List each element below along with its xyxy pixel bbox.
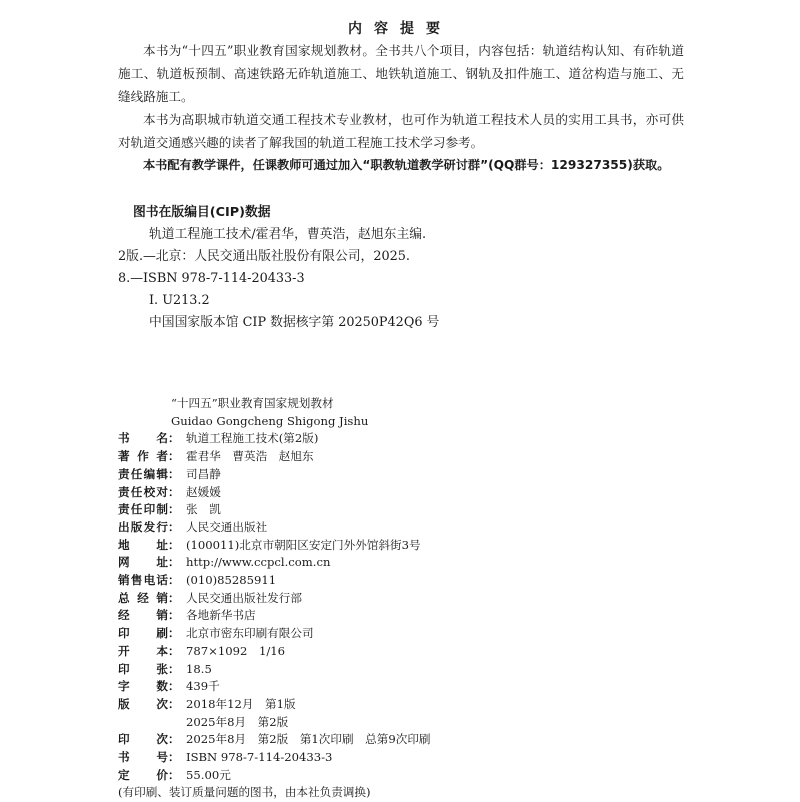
summary-section bbox=[118, 39, 684, 177]
info-value: 北京市密东印刷有限公司 bbox=[186, 626, 314, 641]
info-label: 印刷 bbox=[118, 626, 168, 641]
info-value: 霍君华 曹英浩 赵旭东 bbox=[186, 449, 314, 464]
cip-line: 2版.—北京：人民交通出版社股份有限公司，2025. bbox=[118, 249, 410, 264]
info-label: 印次 bbox=[118, 732, 168, 747]
info-row bbox=[118, 749, 431, 767]
info-value: (100011)北京市朝阳区安定门外外馆斜街3号 bbox=[186, 537, 421, 552]
info-value: 司昌静 bbox=[186, 466, 221, 481]
colon: ： bbox=[168, 537, 180, 552]
cip-title: 图书在版编目(CIP)数据 bbox=[133, 205, 271, 220]
info-row bbox=[118, 678, 431, 696]
info-value: ISBN 978-7-114-20433-3 bbox=[186, 750, 333, 765]
info-label: 定价 bbox=[118, 767, 168, 782]
info-value: 55.00元 bbox=[186, 767, 231, 782]
info-label: 网址 bbox=[118, 555, 168, 570]
info-label: 责任印制 bbox=[118, 502, 168, 517]
courseware-note: 本书配有教学课件，任课教师可通过加入“职教轨道教学研讨群”(QQ群号：129327355)获取。 bbox=[143, 158, 670, 172]
info-label: 总经销 bbox=[118, 590, 168, 605]
info-row bbox=[118, 696, 431, 714]
colon: ： bbox=[168, 502, 180, 517]
info-row bbox=[118, 430, 431, 448]
colon: ： bbox=[168, 643, 180, 658]
info-label: 书名 bbox=[118, 431, 168, 446]
info-value: 18.5 bbox=[186, 661, 212, 676]
info-row bbox=[118, 572, 431, 590]
colon: ： bbox=[168, 661, 180, 676]
info-row bbox=[118, 484, 431, 502]
info-label: 责任编辑 bbox=[118, 466, 168, 481]
colon: ： bbox=[168, 767, 180, 782]
info-row bbox=[118, 731, 431, 749]
info-row bbox=[118, 537, 431, 555]
cip-section bbox=[118, 202, 463, 334]
colon: ： bbox=[168, 750, 180, 765]
colon: ： bbox=[168, 519, 180, 534]
info-label: 印张 bbox=[118, 661, 168, 676]
colon: ： bbox=[168, 555, 180, 570]
pinyin-title: Guidao Gongcheng Shigong Jishu bbox=[171, 413, 369, 428]
info-label: 出版发行 bbox=[118, 519, 168, 534]
info-value: 赵媛媛 bbox=[186, 484, 221, 499]
cip-line: Ⅰ. U213.2 bbox=[149, 293, 210, 308]
cip-line: 8.—ISBN 978-7-114-20433-3 bbox=[118, 271, 305, 286]
info-value: 2018年12月 第1版 bbox=[186, 696, 296, 711]
info-row bbox=[118, 767, 431, 785]
info-row bbox=[118, 554, 431, 572]
info-value: 439千 bbox=[186, 679, 220, 694]
footer-note: (有印刷、装订质量问题的图书，由本社负责调换) bbox=[118, 785, 371, 800]
colon: ： bbox=[168, 696, 180, 711]
info-label: 著作者 bbox=[118, 449, 168, 464]
info-row bbox=[118, 643, 431, 661]
colon: ： bbox=[168, 466, 180, 481]
info-row bbox=[118, 519, 431, 537]
info-label: 书号 bbox=[118, 750, 168, 765]
info-value: 787×1092 1/16 bbox=[186, 643, 285, 658]
cip-line: 轨道工程施工技术/霍君华，曹英浩，赵旭东主编. bbox=[149, 227, 427, 242]
info-row bbox=[118, 607, 431, 625]
colon: ： bbox=[168, 484, 180, 499]
info-value: 轨道工程施工技术(第2版) bbox=[186, 431, 319, 446]
info-value: 各地新华书店 bbox=[186, 608, 256, 623]
info-value: http://www.ccpcl.com.cn bbox=[186, 555, 331, 570]
colon: ： bbox=[168, 679, 180, 694]
info-label: 销售电话 bbox=[118, 573, 168, 588]
summary-paragraph: 本书为高职城市轨道交通工程技术专业教材，也可作为轨道工程技术人员的实用工具书，亦可供对轨道交通感兴趣的读者了解我国的轨道工程施工技术学习参考。 bbox=[118, 112, 684, 150]
colon: ： bbox=[168, 626, 180, 641]
info-label: 开本 bbox=[118, 643, 168, 658]
info-label: 经销 bbox=[118, 608, 168, 623]
colon: ： bbox=[168, 449, 180, 464]
colon: ： bbox=[168, 590, 180, 605]
cip-line: 中国国家版本馆 CIP 数据核字第 20250P42Q6 号 bbox=[149, 315, 440, 330]
info-value: 人民交通出版社 bbox=[186, 519, 268, 534]
edition-continued: 2025年8月 第2版 bbox=[186, 714, 289, 729]
info-label: 版次 bbox=[118, 696, 168, 711]
info-label: 地址 bbox=[118, 537, 168, 552]
info-row bbox=[118, 625, 431, 643]
info-row bbox=[118, 661, 431, 679]
info-value: 张 凯 bbox=[186, 502, 221, 517]
info-row bbox=[118, 501, 431, 519]
info-row bbox=[118, 590, 431, 608]
info-row bbox=[118, 466, 431, 484]
info-value: 2025年8月 第2版 第1次印刷 总第9次印刷 bbox=[186, 732, 431, 747]
summary-heading: 内容提要 bbox=[348, 21, 452, 37]
summary-paragraph: 本书为“十四五”职业教育国家规划教材。全书共八个项目，内容包括：轨道结构认知、有砟轨道施工、轨道板预制、高速铁路无砟轨道施工、地铁轨道施工、钢轨及扣件施工、道岔构造与施工、无缝线路施工。 bbox=[118, 43, 684, 104]
colon: ： bbox=[168, 732, 180, 747]
info-value: 人民交通出版社发行部 bbox=[186, 590, 302, 605]
series-name: “十四五”职业教育国家规划教材 bbox=[171, 396, 334, 410]
colon: ： bbox=[168, 608, 180, 623]
info-row bbox=[118, 448, 431, 466]
colon: ： bbox=[168, 573, 180, 588]
colon: ： bbox=[168, 431, 180, 446]
info-label: 责任校对 bbox=[118, 484, 168, 499]
info-label: 字数 bbox=[118, 679, 168, 694]
publication-info bbox=[118, 395, 431, 802]
info-value: (010)85285911 bbox=[186, 573, 277, 588]
